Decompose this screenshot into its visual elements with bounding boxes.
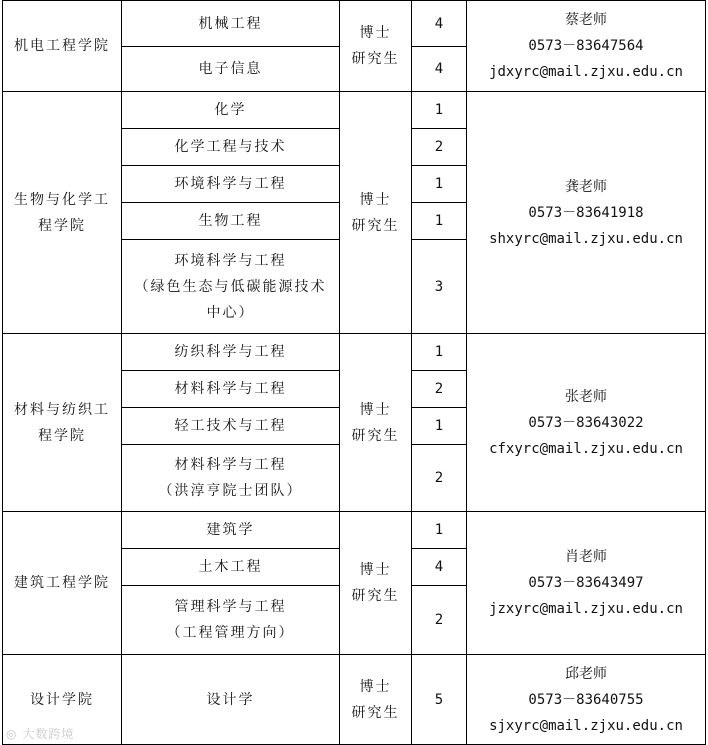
quota-count: 2 xyxy=(412,445,467,512)
college-name-line-2: 程学院 xyxy=(38,217,86,234)
quota-count: 1 xyxy=(412,408,467,445)
college-name xyxy=(3,92,122,334)
major-name: 环境科学与工程 xyxy=(122,166,340,203)
college-name-line-1: 材料与纺织工 xyxy=(14,401,110,418)
quota-count: 1 xyxy=(412,166,467,203)
quota-count: 1 xyxy=(412,334,467,371)
table-row xyxy=(3,334,706,371)
degree-cell xyxy=(340,92,412,334)
quota-count: 4 xyxy=(412,549,467,586)
major-name-line-2: （绿色生态与低碳能源技术 xyxy=(134,278,327,295)
table-row xyxy=(3,512,706,549)
phone-number: 0573－83647564 xyxy=(528,38,644,54)
quota-count: 1 xyxy=(412,203,467,240)
degree-cell xyxy=(340,334,412,512)
degree-line-2: 研究生 xyxy=(351,588,400,604)
major-name-line-1: 环境科学与工程 xyxy=(174,252,287,269)
major-name: 化学工程与技术 xyxy=(122,129,340,166)
degree-line-1: 博士 xyxy=(359,678,392,695)
quota-count: 2 xyxy=(412,371,467,408)
quota-count: 2 xyxy=(412,129,467,166)
major-name xyxy=(122,240,340,334)
major-name: 生物工程 xyxy=(122,203,340,240)
major-name: 纺织科学与工程 xyxy=(122,334,340,371)
degree-cell xyxy=(340,1,412,92)
email-address: cfxyrc@mail.zjxu.edu.cn xyxy=(489,440,683,457)
major-name-line-3: 中心） xyxy=(206,304,255,321)
email-address: jdxyrc@mail.zjxu.edu.cn xyxy=(489,64,683,80)
degree-line-1: 博士 xyxy=(359,401,392,418)
college-name-line-1: 生物与化学工 xyxy=(14,191,110,208)
email-address: jzxyrc@mail.zjxu.edu.cn xyxy=(489,601,683,617)
watermark-logo-icon: ◎ xyxy=(6,727,18,741)
phone-number: 0573－83641918 xyxy=(528,204,644,221)
major-name: 电子信息 xyxy=(122,47,340,92)
major-name-line-2: （工程管理方向） xyxy=(166,625,295,641)
quota-count: 4 xyxy=(412,1,467,47)
college-name: 机电工程学院 xyxy=(3,1,122,92)
table-row xyxy=(3,1,706,47)
watermark-text: 大数跨境 xyxy=(22,727,75,741)
teacher-name: 肖老师 xyxy=(565,549,607,565)
contact-cell xyxy=(467,334,706,512)
degree-line-1: 博士 xyxy=(359,25,392,41)
phone-number: 0573－83640755 xyxy=(528,691,644,708)
major-name: 材料科学与工程 xyxy=(122,371,340,408)
major-name-line-2: （洪淳亨院士团队） xyxy=(158,483,303,499)
recruitment-table xyxy=(2,0,706,745)
degree-cell xyxy=(340,512,412,655)
degree-line-1: 博士 xyxy=(359,191,392,208)
watermark xyxy=(6,725,74,742)
college-name: 建筑工程学院 xyxy=(3,512,122,655)
contact-cell xyxy=(467,655,706,745)
degree-line-2: 研究生 xyxy=(351,704,400,721)
contact-cell xyxy=(467,92,706,334)
email-address: sjxyrc@mail.zjxu.edu.cn xyxy=(489,717,683,734)
teacher-name: 蔡老师 xyxy=(565,12,607,28)
major-name: 设计学 xyxy=(122,655,340,745)
major-name: 化学 xyxy=(122,92,340,129)
table-row xyxy=(3,92,706,129)
contact-cell xyxy=(467,1,706,92)
quota-count: 1 xyxy=(412,92,467,129)
major-name: 轻工技术与工程 xyxy=(122,408,340,445)
teacher-name: 邱老师 xyxy=(565,665,607,682)
teacher-name: 张老师 xyxy=(565,388,607,405)
degree-line-2: 研究生 xyxy=(351,427,400,444)
major-name-line-1: 材料科学与工程 xyxy=(174,457,287,473)
table-row xyxy=(3,655,706,745)
degree-line-2: 研究生 xyxy=(351,217,400,234)
major-name: 土木工程 xyxy=(122,549,340,586)
degree-line-1: 博士 xyxy=(359,562,392,578)
quota-count: 5 xyxy=(412,655,467,745)
quota-count: 3 xyxy=(412,240,467,334)
email-address: shxyrc@mail.zjxu.edu.cn xyxy=(489,230,683,247)
degree-line-2: 研究生 xyxy=(351,51,400,67)
phone-number: 0573－83643022 xyxy=(528,414,644,431)
phone-number: 0573－83643497 xyxy=(528,575,644,591)
major-name-line-1: 管理科学与工程 xyxy=(174,599,287,615)
college-name-line-2: 程学院 xyxy=(38,427,86,444)
major-name: 机械工程 xyxy=(122,1,340,47)
degree-cell xyxy=(340,655,412,745)
teacher-name: 龚老师 xyxy=(565,178,607,195)
major-name xyxy=(122,445,340,512)
quota-count: 1 xyxy=(412,512,467,549)
quota-count: 4 xyxy=(412,47,467,92)
contact-cell xyxy=(467,512,706,655)
college-name: 设计学院 xyxy=(3,655,122,745)
quota-count: 2 xyxy=(412,586,467,655)
major-name xyxy=(122,586,340,655)
major-name: 建筑学 xyxy=(122,512,340,549)
college-name xyxy=(3,334,122,512)
